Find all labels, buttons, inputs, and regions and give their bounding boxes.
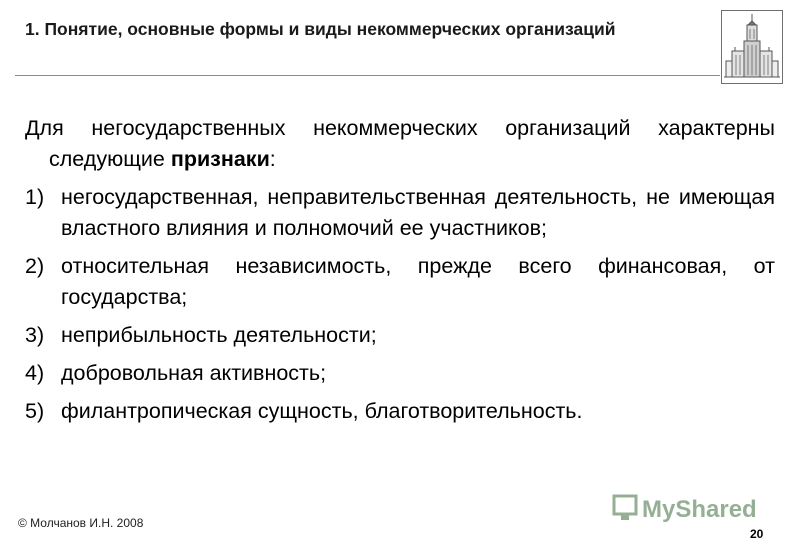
- slide-title: 1. Понятие, основные формы и виды некоммерческих организаций: [25, 19, 616, 39]
- list-item: [25, 320, 775, 351]
- list-item-text: филантропическая сущность, благотворительность.: [61, 399, 583, 423]
- slide-body: [25, 113, 775, 434]
- list-item: [25, 358, 775, 389]
- list-item-number: 4): [25, 361, 45, 385]
- intro-paragraph: [25, 113, 775, 175]
- list-item-number: 2): [25, 254, 45, 278]
- watermark-logo: [612, 490, 772, 526]
- list-item-text: негосударственная, неправительственная деятельность, не имеющая властного влияния и полномочий ее участников;: [61, 185, 775, 240]
- list-item-text: добровольная активность;: [61, 361, 327, 385]
- intro-colon: :: [269, 147, 276, 171]
- list-item-text: относительная независимость, прежде всего финансовая, от государства;: [61, 254, 775, 309]
- university-building-icon: [721, 10, 783, 84]
- watermark-text: MyShared: [642, 496, 757, 523]
- list-item-number: 5): [25, 399, 45, 423]
- list-item-number: 3): [25, 323, 45, 347]
- page-number: 20: [750, 527, 764, 541]
- list-item-text: неприбыльность деятельности;: [61, 323, 377, 347]
- list-item: [25, 182, 775, 244]
- list-item: [25, 396, 775, 427]
- title-divider: [15, 75, 720, 76]
- footer-copyright: © Молчанов И.Н. 2008: [18, 516, 144, 530]
- features-list: [25, 182, 775, 427]
- intro-text: Для негосударственных некоммерческих организаций характерны следующие: [25, 116, 775, 171]
- list-item-number: 1): [25, 185, 45, 209]
- intro-bold-term: признаки: [170, 147, 270, 171]
- list-item: [25, 251, 775, 313]
